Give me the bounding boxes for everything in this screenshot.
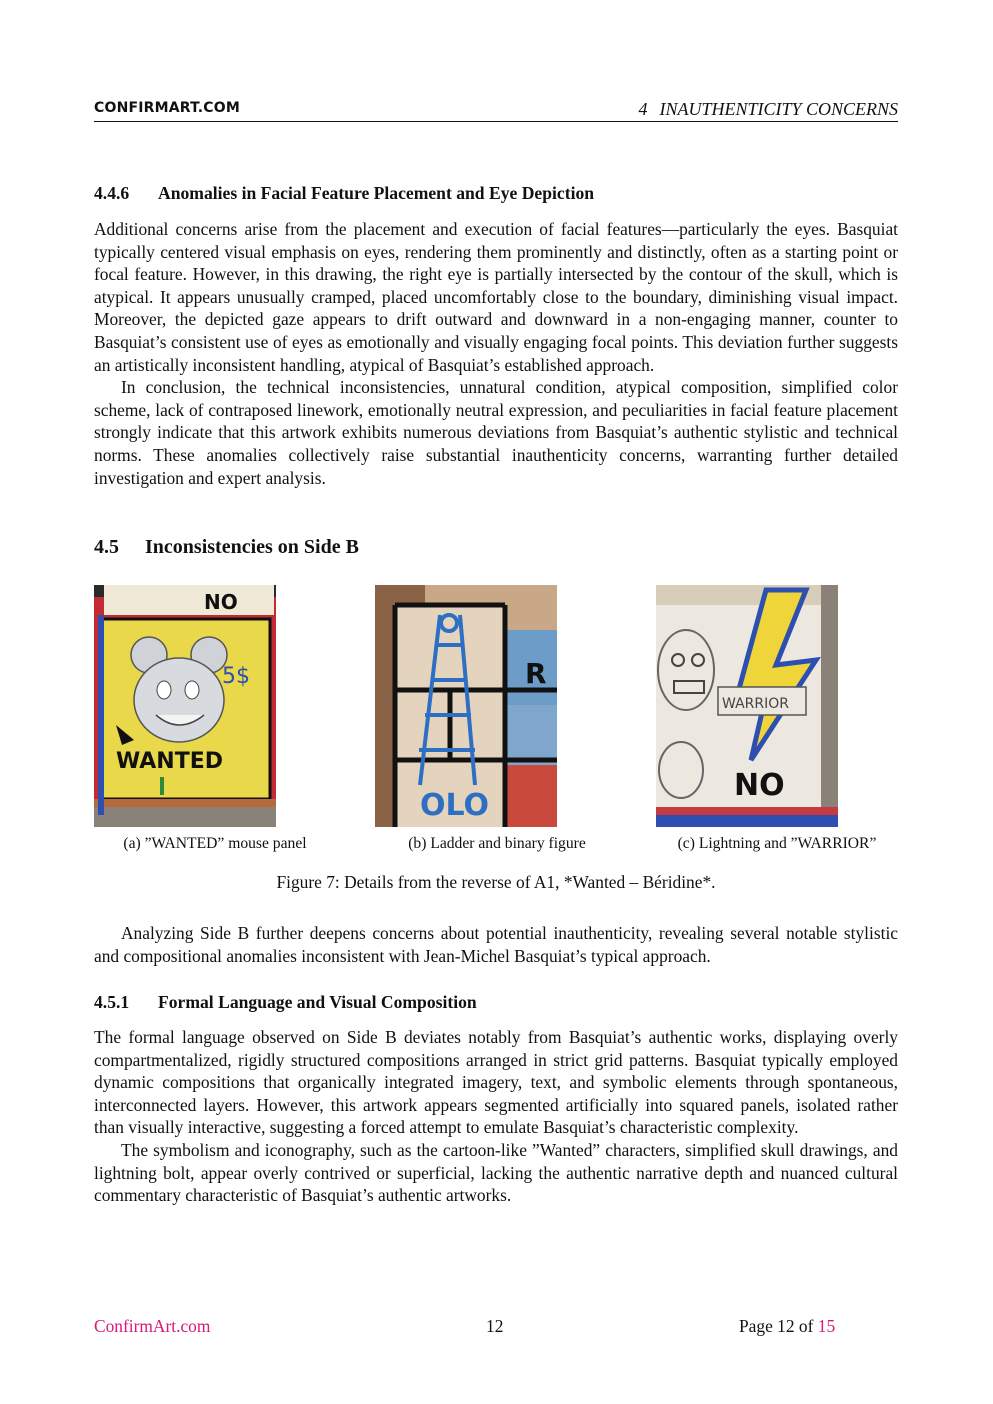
section-title: Inconsistencies on Side B — [145, 536, 359, 558]
subsection-number: 4.5.1 — [94, 992, 130, 1012]
figure-image-ladder — [375, 585, 557, 827]
subsection-title: Formal Language and Visual Composition — [158, 992, 477, 1012]
figure-caption: Figure 7: Details from the reverse of A1, *Wanted – Béridine*. — [276, 872, 716, 892]
subsection-title: Anomalies in Facial Feature Placement and Eye Depiction — [158, 183, 595, 203]
footer-page-number: 12 — [486, 1316, 504, 1336]
paragraph: The symbolism and iconography, such as the cartoon-like ”Wanted” characters, simplified skull drawings, and lightning bolt, appear overly contrived or superficial, lacking the authentic narrative depth and nuanced cultural commentary characteristic of Basquiat’s authentic artworks. — [94, 1139, 898, 1206]
paragraph: Additional concerns arise from the placement and execution of facial features—particularly the eyes. Basquiat typically centered visual emphasis on eyes, rendering them prominently and distinctly, often as a starting point or focal feature. However, in this drawing, the right eye is partially intersected by the contour of the skull, which is atypical. It appears unusually cramped, placed uncomfortably close to the boundary, diminishing visual impact. Moreover, the depicted gaze appears to drift outward and downward in a non-engaging manner, counter to Basquiat’s consistent use of eyes as emotionally and visually engaging focal points. This deviation further suggests an artistically inconsistent handling, atypical of Basquiat’s established approach. — [94, 219, 898, 375]
section-number: 4.5 — [94, 536, 119, 558]
footer-total-pages-link[interactable]: 15 — [817, 1316, 836, 1336]
running-header-number: 4 — [638, 99, 648, 119]
subsection-number: 4.4.6 — [94, 183, 130, 203]
paragraph: The formal language observed on Side B deviates notably from Basquiat’s authentic works, displaying overly compartmentalized, rigidly structured compositions arranged in strict grid patterns. Basquiat typically employed dynamic compositions that organically integrated imagery, text, and symbolic elements through spontaneous, interconnected layers. However, this artwork appears segmented artificially into squared panels, isolated rather than visually interactive, suggesting a forced attempt to emulate Basquiat’s characteristic complexity. — [94, 1027, 898, 1138]
paragraph: Analyzing Side B further deepens concerns about potential inauthenticity, revealing several notable stylistic and compositional anomalies inconsistent with Jean-Michel Basquiat’s typical approach. — [94, 923, 898, 966]
section-heading-4-5 — [94, 536, 359, 559]
section-4-5-1-body — [94, 1026, 898, 1207]
subsection-heading-4-5-1 — [94, 992, 477, 1013]
running-header — [638, 99, 898, 120]
header-rule — [94, 121, 898, 122]
painted-text-no: NO — [204, 590, 238, 614]
running-header-title: INAUTHENTICITY CONCERNS — [659, 99, 898, 119]
painted-text-no: NO — [734, 768, 785, 803]
subcaption-b: (b) Ladder and binary figure — [408, 835, 586, 852]
section-4-5-intro — [94, 922, 898, 967]
header-logo: CONFIRMART.COM — [94, 100, 241, 116]
figure-image-lightning-warrior — [656, 585, 838, 827]
section-4-4-6-body — [94, 218, 898, 489]
subsection-heading-4-4-6 — [94, 183, 594, 204]
footer-page-count — [739, 1316, 835, 1337]
footer-page-label: Page 12 of — [739, 1316, 814, 1336]
paragraph: In conclusion, the technical inconsistencies, unnatural condition, atypical composition, simplified color scheme, lack of contraposed linework, emotionally neutral expression, and peculiarities in facial feature placement strongly indicate that this artwork exhibits numerous deviations from Basquiat’s authentic stylistic and technical norms. These anomalies collectively raise substantial inauthenticity concerns, warranting further detailed investigation and expert analysis. — [94, 377, 898, 488]
subcaption-a: (a) ”WANTED” mouse panel — [123, 835, 307, 852]
footer-site-link[interactable]: ConfirmArt.com — [94, 1316, 211, 1336]
painted-text-price: 5$ — [222, 664, 250, 689]
painted-text-binary: OLO — [420, 788, 490, 823]
painted-text-warrior: WARRIOR — [722, 696, 789, 712]
figure-image-wanted-mouse — [94, 585, 276, 827]
subcaption-c: (c) Lightning and ”WARRIOR” — [677, 835, 877, 852]
painted-text-wanted: WANTED — [116, 749, 224, 774]
painted-text-letter: R — [525, 657, 547, 690]
